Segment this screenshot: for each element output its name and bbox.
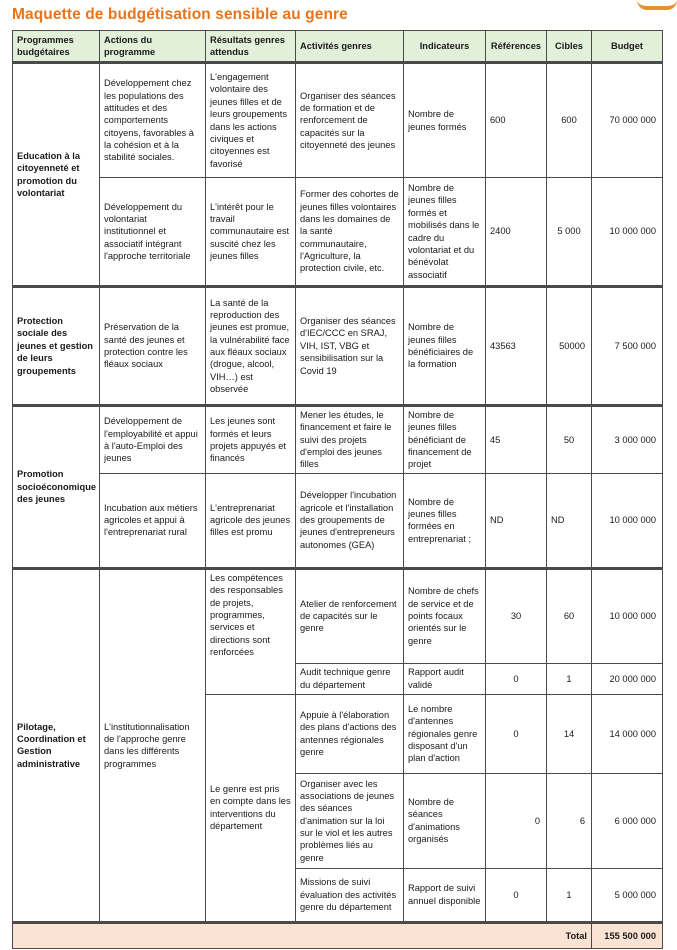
action-cell: Développement de l'employabilité et appui à l'auto-Emploi des jeunes bbox=[100, 406, 206, 474]
budget-cell: 70 000 000 bbox=[592, 63, 663, 178]
activite-cell: Organiser avec les associations de jeunes des séances d'animation sur la loi sur le viol et les autres problèmes liés au genre bbox=[296, 773, 404, 868]
cible-cell: 6 bbox=[547, 773, 592, 868]
resultat-cell: La santé de la reproduction des jeunes est promue, la vulnérabilité face aux fléaux sociaux (drogue, alcool, VIH…) est observée bbox=[206, 287, 296, 406]
header-indicateurs: Indicateurs bbox=[404, 31, 486, 63]
reference-cell: 600 bbox=[486, 63, 547, 178]
reference-cell: 0 bbox=[486, 663, 547, 694]
header-row bbox=[13, 31, 663, 63]
reference-cell: 45 bbox=[486, 406, 547, 474]
table-row bbox=[13, 287, 663, 406]
cible-cell: 5 000 bbox=[547, 178, 592, 287]
indicateur-cell: Nombre de jeunes filles bénéficiaires de la formation bbox=[404, 287, 486, 406]
activite-cell: Former des cohortes de jeunes filles volontaires dans les domaines de la santé communautaire, l'Agriculture, la protection civile, etc. bbox=[296, 178, 404, 287]
header-cibles: Cibles bbox=[547, 31, 592, 63]
indicateur-cell: Nombre de jeunes filles bénéficiant de financement de projet bbox=[404, 406, 486, 474]
cible-cell: 50000 bbox=[547, 287, 592, 406]
indicateur-cell: Rapport de suivi annuel disponible bbox=[404, 868, 486, 922]
budget-cell: 7 500 000 bbox=[592, 287, 663, 406]
header-references: Références bbox=[486, 31, 547, 63]
cible-cell: ND bbox=[547, 473, 592, 568]
indicateur-cell: Le nombre d'antennes régionales genre disposant d'un plan d'action bbox=[404, 694, 486, 773]
indicateur-cell: Nombre de jeunes filles formés et mobilisés dans le cadre du volontariat et du bénévolat associatif bbox=[404, 178, 486, 287]
cible-cell: 14 bbox=[547, 694, 592, 773]
reference-cell: 0 bbox=[486, 868, 547, 922]
table-row bbox=[13, 568, 663, 663]
table-row bbox=[13, 178, 663, 287]
cible-cell: 1 bbox=[547, 868, 592, 922]
budget-cell: 3 000 000 bbox=[592, 406, 663, 474]
activite-cell: Développer l'incubation agricole et l'installation des groupements de jeunes d'entrepreneurs autonomes (GEA) bbox=[296, 473, 404, 568]
action-cell: Incubation aux métiers agricoles et appui à l'entreprenariat rural bbox=[100, 473, 206, 568]
cible-cell: 50 bbox=[547, 406, 592, 474]
activite-cell: Mener les études, le financement et faire le suivi des projets d'emploi des jeunes filles bbox=[296, 406, 404, 474]
header-resultats: Résultats genres attendus bbox=[206, 31, 296, 63]
budget-cell: 5 000 000 bbox=[592, 868, 663, 922]
activite-cell: Audit technique genre du département bbox=[296, 663, 404, 694]
table-row bbox=[13, 406, 663, 474]
decorative-arc bbox=[637, 0, 677, 10]
total-value: 155 500 000 bbox=[592, 922, 663, 948]
resultat-cell: L'entreprenariat agricole des jeunes filles est promu bbox=[206, 473, 296, 568]
resultat-cell: L'engagement volontaire des jeunes filles et de leurs groupements dans les actions civiques et citoyennes est favorisé bbox=[206, 63, 296, 178]
header-activites: Activités genres bbox=[296, 31, 404, 63]
action-cell: Développement du volontariat institutionnel et associatif intégrant l'approche territoriale bbox=[100, 178, 206, 287]
header-budget: Budget bbox=[592, 31, 663, 63]
table-row bbox=[13, 63, 663, 178]
cible-cell: 600 bbox=[547, 63, 592, 178]
action-cell: L'institutionnalisation de l'approche genre dans les différents programmes bbox=[100, 568, 206, 922]
resultat-cell: Les jeunes sont formés et leurs projets appuyés et financés bbox=[206, 406, 296, 474]
total-row bbox=[13, 922, 663, 948]
indicateur-cell: Nombre de chefs de service et de points focaux orientés sur le genre bbox=[404, 568, 486, 663]
action-cell: Préservation de la santé des jeunes et protection contre les fléaux sociaux bbox=[100, 287, 206, 406]
programme-name: Protection sociale des jeunes et gestion de leurs groupements bbox=[13, 287, 100, 406]
header-actions: Actions du programme bbox=[100, 31, 206, 63]
indicateur-cell: Nombre de séances d'animations organisés bbox=[404, 773, 486, 868]
activite-cell: Organiser des séances de formation et de renforcement de capacités sur la citoyenneté des jeunes bbox=[296, 63, 404, 178]
programme-name: Pilotage, Coordination et Gestion administrative bbox=[13, 568, 100, 922]
indicateur-cell: Rapport audit validé bbox=[404, 663, 486, 694]
budget-cell: 10 000 000 bbox=[592, 568, 663, 663]
indicateur-cell: Nombre de jeunes filles formées en entreprenariat ; bbox=[404, 473, 486, 568]
budget-cell: 6 000 000 bbox=[592, 773, 663, 868]
budget-table bbox=[12, 30, 663, 949]
programme-name: Education à la citoyenneté et promotion du volontariat bbox=[13, 63, 100, 287]
reference-cell: 0 bbox=[486, 773, 547, 868]
reference-cell: 2400 bbox=[486, 178, 547, 287]
cible-cell: 1 bbox=[547, 663, 592, 694]
cible-cell: 60 bbox=[547, 568, 592, 663]
programme-name: Promotion socioéconomique des jeunes bbox=[13, 406, 100, 569]
table-row bbox=[13, 473, 663, 568]
activite-cell: Atelier de renforcement de capacités sur le genre bbox=[296, 568, 404, 663]
reference-cell: ND bbox=[486, 473, 547, 568]
reference-cell: 43563 bbox=[486, 287, 547, 406]
page-title: Maquette de budgétisation sensible au genre bbox=[12, 6, 348, 23]
activite-cell: Appuie à l'élaboration des plans d'actions des antennes régionales genre bbox=[296, 694, 404, 773]
action-cell: Développement chez les populations des attitudes et des comportements citoyens, favorables à la cohésion et à la stabilité sociales. bbox=[100, 63, 206, 178]
resultat-cell: L'intérêt pour le travail communautaire est suscité chez les jeunes filles bbox=[206, 178, 296, 287]
resultat-cell: Le genre est pris en compte dans les interventions du département bbox=[206, 694, 296, 922]
activite-cell: Missions de suivi évaluation des activités genre du département bbox=[296, 868, 404, 922]
header-programmes: Programmes budgétaires bbox=[13, 31, 100, 63]
activite-cell: Organiser des séances d'IEC/CCC en SRAJ, VIH, IST, VBG et sensibilisation sur la Covid 19 bbox=[296, 287, 404, 406]
indicateur-cell: Nombre de jeunes formés bbox=[404, 63, 486, 178]
budget-cell: 10 000 000 bbox=[592, 178, 663, 287]
total-label: Total bbox=[13, 922, 592, 948]
budget-cell: 20 000 000 bbox=[592, 663, 663, 694]
reference-cell: 30 bbox=[486, 568, 547, 663]
resultat-cell: Les compétences des responsables de projets, programmes, services et directions sont renforcées bbox=[206, 568, 296, 694]
budget-cell: 10 000 000 bbox=[592, 473, 663, 568]
reference-cell: 0 bbox=[486, 694, 547, 773]
budget-cell: 14 000 000 bbox=[592, 694, 663, 773]
